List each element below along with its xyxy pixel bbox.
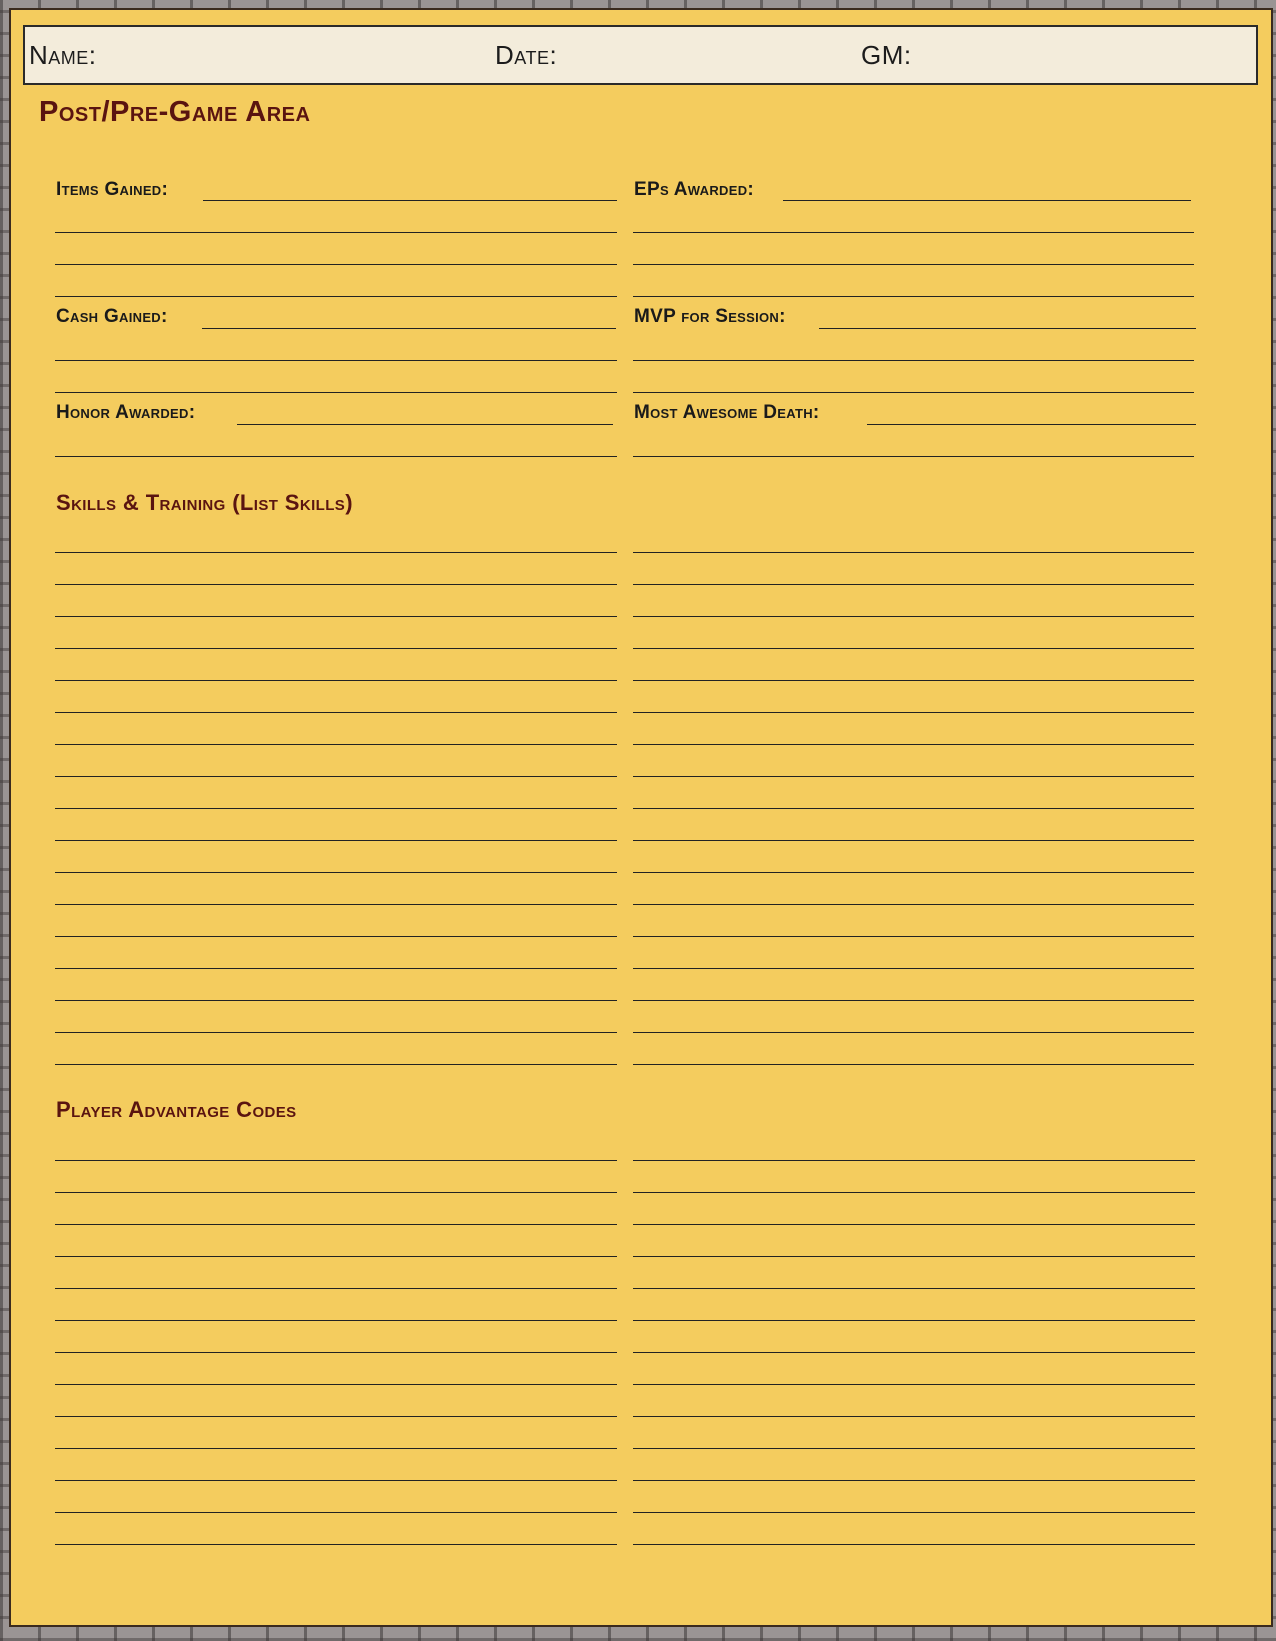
advantage-code-line[interactable] <box>633 1416 1195 1417</box>
skills-line[interactable] <box>55 936 617 937</box>
items-gained-line[interactable] <box>55 296 617 297</box>
mvp-for-session-line[interactable] <box>819 328 1196 329</box>
skills-line[interactable] <box>55 680 617 681</box>
advantage-code-line[interactable] <box>633 1288 1195 1289</box>
advantage-code-line[interactable] <box>633 1448 1195 1449</box>
advantage-code-line[interactable] <box>633 1256 1195 1257</box>
skills-line[interactable] <box>55 808 617 809</box>
eps-awarded-line[interactable] <box>633 232 1194 233</box>
skills-line[interactable] <box>55 1000 617 1001</box>
skills-line[interactable] <box>633 552 1194 553</box>
cash-gained-line[interactable] <box>55 360 617 361</box>
skills-line[interactable] <box>55 904 617 905</box>
skills-line[interactable] <box>55 872 617 873</box>
skills-line[interactable] <box>55 712 617 713</box>
items-gained-line[interactable] <box>55 232 617 233</box>
advantage-code-line[interactable] <box>633 1480 1195 1481</box>
skills-line[interactable] <box>55 648 617 649</box>
most-awesome-death-label: Most Awesome Death: <box>634 402 820 423</box>
skills-line[interactable] <box>633 616 1194 617</box>
advantage-code-line[interactable] <box>55 1256 617 1257</box>
page-title: Post/Pre-Game Area <box>39 96 311 128</box>
advantage-code-line[interactable] <box>633 1544 1195 1545</box>
honor-awarded-label: Honor Awarded: <box>56 402 196 423</box>
most-awesome-death-line[interactable] <box>633 456 1194 457</box>
advantage-code-line[interactable] <box>633 1512 1195 1513</box>
skills-line[interactable] <box>55 552 617 553</box>
items-gained-label: Items Gained: <box>56 179 169 200</box>
skills-line[interactable] <box>633 904 1194 905</box>
skills-line[interactable] <box>55 776 617 777</box>
skills-line[interactable] <box>633 584 1194 585</box>
advantage-code-line[interactable] <box>633 1224 1195 1225</box>
advantage-code-line[interactable] <box>55 1544 617 1545</box>
items-gained-line[interactable] <box>55 264 617 265</box>
advantage-code-line[interactable] <box>633 1160 1195 1161</box>
advantage-code-line[interactable] <box>55 1416 617 1417</box>
advantage-code-line[interactable] <box>633 1352 1195 1353</box>
advantage-code-line[interactable] <box>55 1480 617 1481</box>
advantage-code-line[interactable] <box>55 1384 617 1385</box>
skills-line[interactable] <box>633 808 1194 809</box>
skills-line[interactable] <box>55 744 617 745</box>
advantage-code-line[interactable] <box>55 1160 617 1161</box>
eps-awarded-line[interactable] <box>633 264 1194 265</box>
player-advantage-codes-heading: Player Advantage Codes <box>56 1097 297 1122</box>
advantage-code-line[interactable] <box>55 1192 617 1193</box>
advantage-code-line[interactable] <box>55 1288 617 1289</box>
name-label: Name: <box>29 40 97 70</box>
skills-line[interactable] <box>633 872 1194 873</box>
skills-line[interactable] <box>633 1064 1194 1065</box>
cash-gained-line[interactable] <box>202 328 616 329</box>
advantage-code-line[interactable] <box>633 1384 1195 1385</box>
advantage-code-line[interactable] <box>55 1320 617 1321</box>
skills-line[interactable] <box>55 1032 617 1033</box>
eps-awarded-line[interactable] <box>633 296 1194 297</box>
advantage-code-line[interactable] <box>55 1448 617 1449</box>
eps-awarded-line[interactable] <box>783 200 1191 201</box>
advantage-code-line[interactable] <box>633 1320 1195 1321</box>
record-sheet <box>9 8 1273 1627</box>
skills-line[interactable] <box>633 776 1194 777</box>
cash-gained-line[interactable] <box>55 392 617 393</box>
date-label: Date: <box>495 40 558 70</box>
skills-line[interactable] <box>633 680 1194 681</box>
skills-line[interactable] <box>633 744 1194 745</box>
mvp-for-session-line[interactable] <box>633 392 1194 393</box>
cash-gained-label: Cash Gained: <box>56 306 168 327</box>
skills-line[interactable] <box>633 712 1194 713</box>
skills-training-heading: Skills & Training (List Skills) <box>56 490 353 515</box>
most-awesome-death-line[interactable] <box>867 424 1196 425</box>
advantage-code-line[interactable] <box>55 1512 617 1513</box>
gm-label: GM: <box>861 40 912 70</box>
skills-line[interactable] <box>633 936 1194 937</box>
skills-line[interactable] <box>55 968 617 969</box>
header-box <box>23 25 1258 85</box>
skills-line[interactable] <box>633 648 1194 649</box>
advantage-code-line[interactable] <box>55 1352 617 1353</box>
skills-line[interactable] <box>55 584 617 585</box>
skills-line[interactable] <box>633 1032 1194 1033</box>
mvp-for-session-line[interactable] <box>633 360 1194 361</box>
skills-line[interactable] <box>55 616 617 617</box>
items-gained-line[interactable] <box>203 200 617 201</box>
advantage-code-line[interactable] <box>633 1192 1195 1193</box>
honor-awarded-line[interactable] <box>55 456 617 457</box>
skills-line[interactable] <box>55 1064 617 1065</box>
skills-line[interactable] <box>55 840 617 841</box>
skills-line[interactable] <box>633 840 1194 841</box>
advantage-code-line[interactable] <box>55 1224 617 1225</box>
eps-awarded-label: EPs Awarded: <box>634 179 755 200</box>
honor-awarded-line[interactable] <box>237 424 613 425</box>
skills-line[interactable] <box>633 1000 1194 1001</box>
mvp-for-session-label: MVP for Session: <box>634 306 786 327</box>
skills-line[interactable] <box>633 968 1194 969</box>
